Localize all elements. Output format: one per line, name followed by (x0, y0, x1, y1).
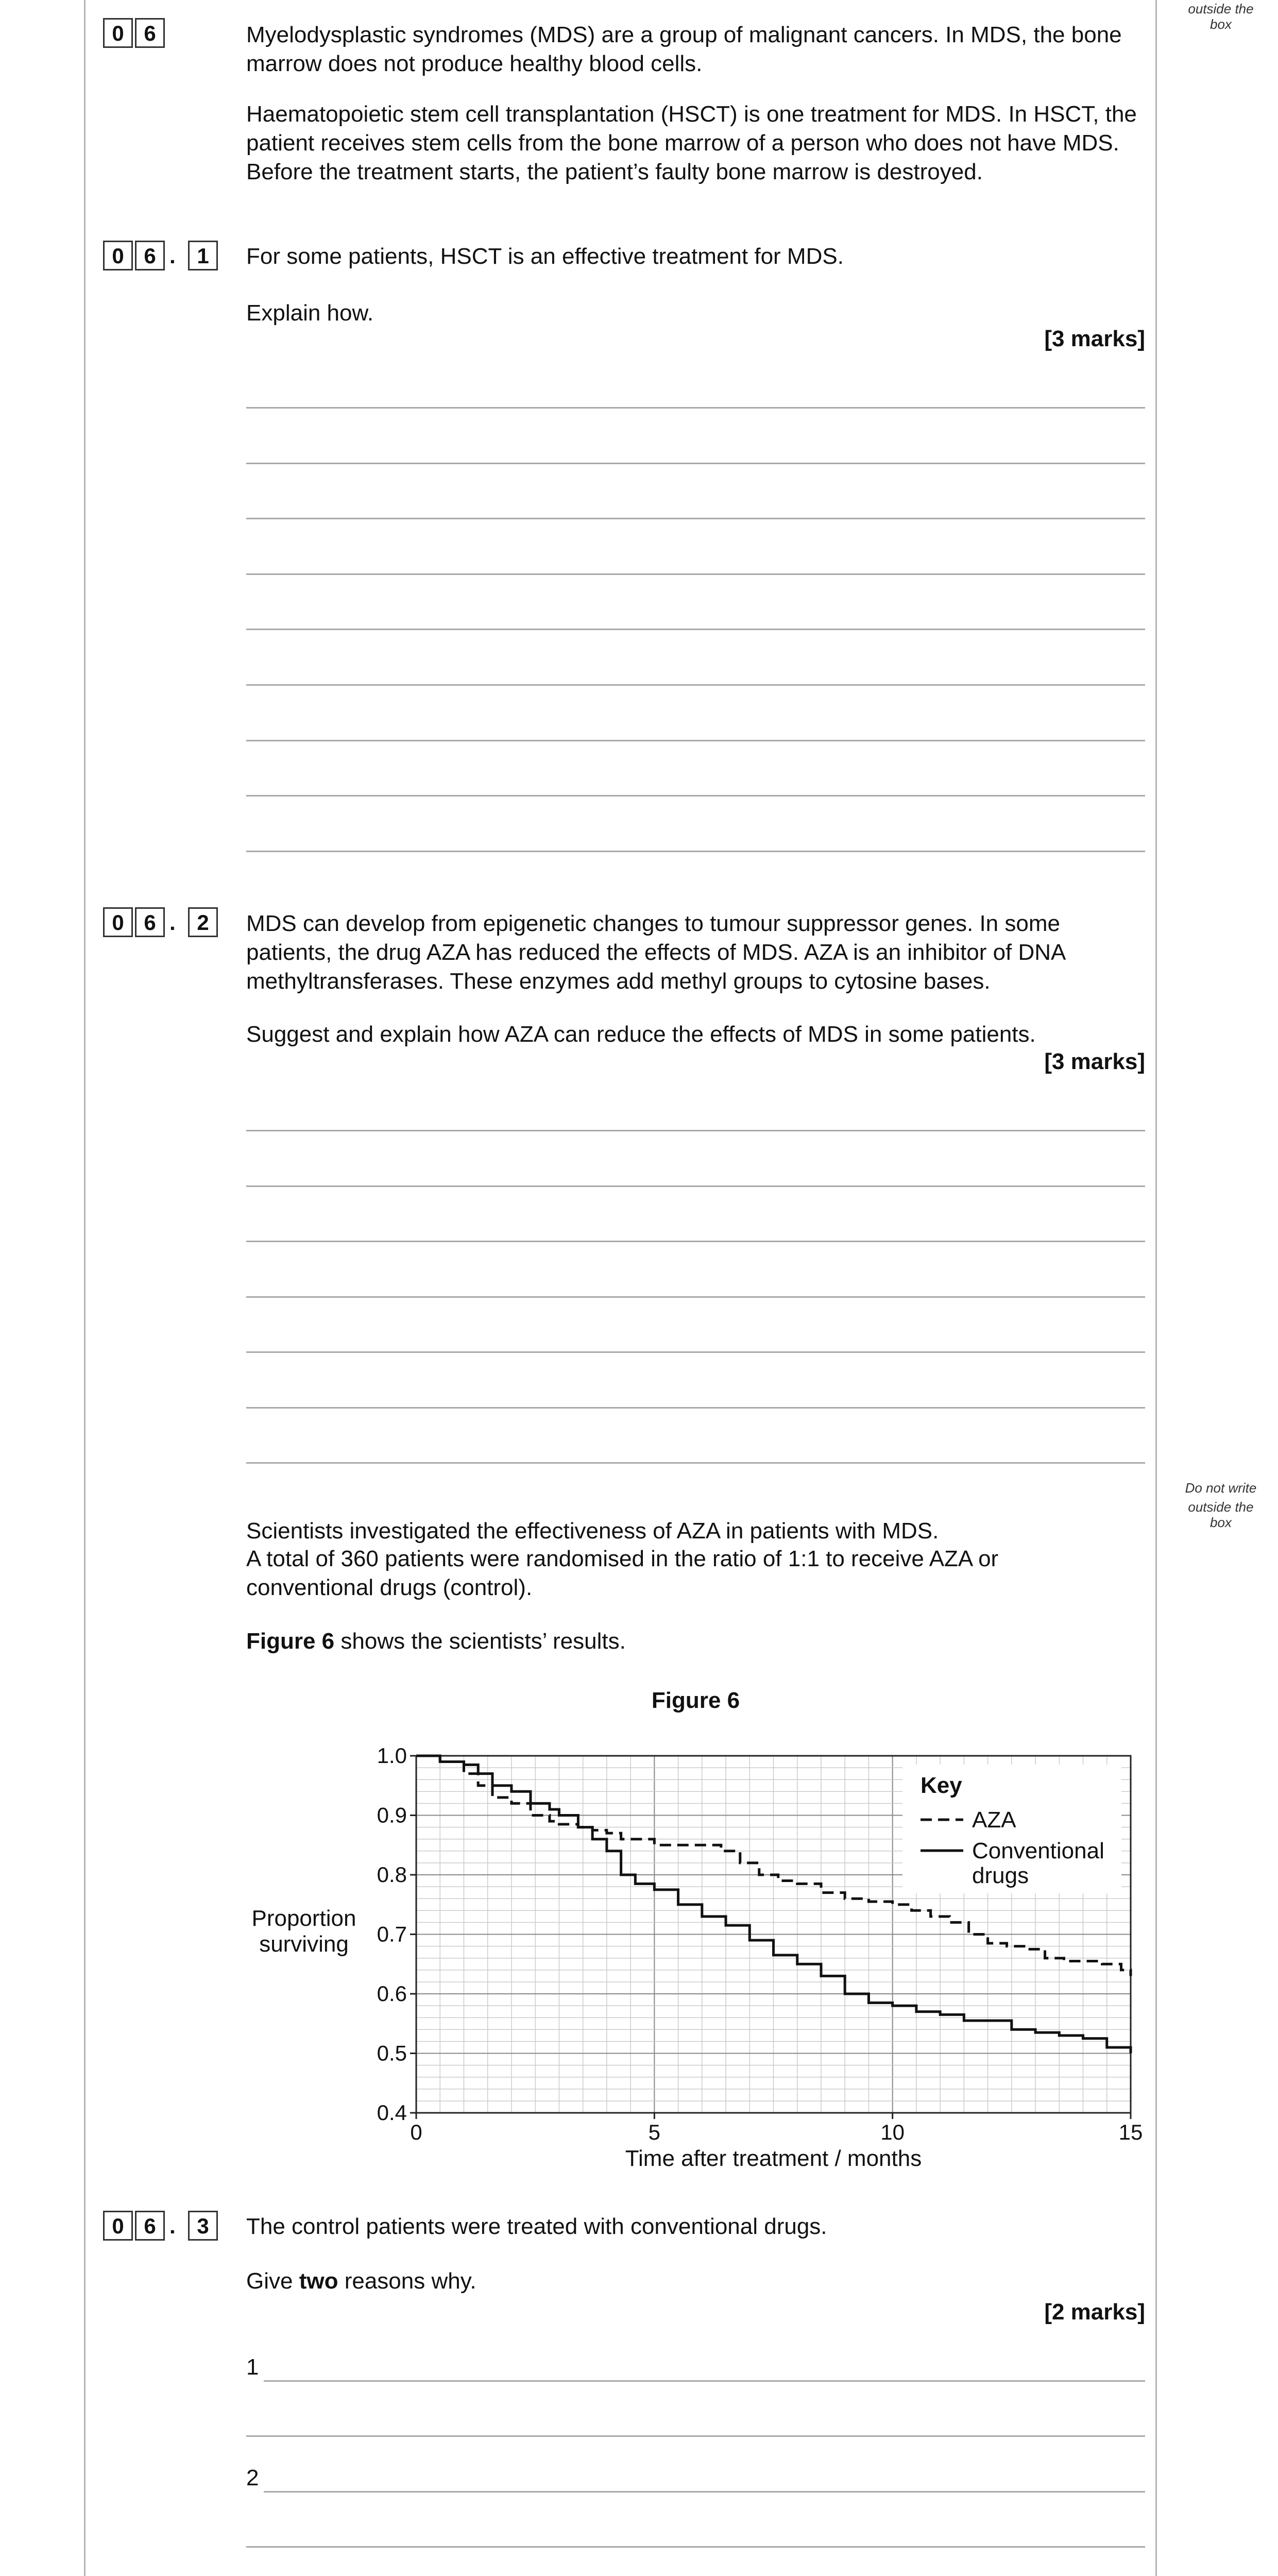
reason-2-line[interactable] (264, 2491, 1145, 2493)
q6-1-text: For some patients, HSCT is an effective treatment for MDS. (246, 244, 844, 269)
y-tick-label: 0.4 (377, 2100, 407, 2125)
q6-3-marks: [2 marks] (1044, 2299, 1145, 2325)
instr-pre: Give (246, 2268, 299, 2294)
instr-post: reasons why. (338, 2268, 476, 2294)
q6-intro-p2: Haematopoietic stem cell transplantation (HSCT) is one treatment for MDS. In HSCT, the patient receives stem cells from the bone marrow of a person who does not have MDS. Before the treatment starts, the patient’s faulty bone marrow is destroyed. (246, 101, 1137, 184)
x-tick-label: 15 (1118, 2120, 1143, 2144)
x-axis-label: Time after treatment / months (625, 2146, 922, 2171)
qnum-digit: 6 (135, 18, 165, 48)
qnum-digit: 0 (103, 241, 133, 270)
y-tick-label: 0.7 (377, 1922, 407, 1946)
figure-ref-bold: Figure 6 (246, 1629, 335, 1654)
q6-3-text: The control patients were treated with conventional drugs. (246, 2214, 827, 2239)
qnum-dot: . (169, 910, 176, 935)
legend-label-line: Conventional (972, 1838, 1104, 1863)
q6-1-marks: [3 marks] (1044, 326, 1145, 351)
q6-3-instruction (246, 2267, 1145, 2296)
q6-intro-p1: Myelodysplastic syndromes (MDS) are a group of malignant cancers. In MDS, the bone marrow does not produce healthy blood cells. (246, 22, 1122, 76)
reason-1-line-2[interactable] (246, 2435, 1145, 2437)
q6-2-instruction: Suggest and explain how AZA can reduce the effects of MDS in some patients. (246, 1022, 1036, 1047)
qnum-digit: 1 (188, 241, 218, 270)
figure-ref-rest: shows the scientists’ results. (334, 1629, 626, 1654)
qnum-digit: 2 (188, 907, 218, 937)
study-p1: Scientists investigated the effectiveness of AZA in patients with MDS. (246, 1518, 939, 1544)
chart-legend (902, 1765, 1121, 1893)
instr-bold: two (299, 2268, 338, 2294)
q6-2-text: MDS can develop from epigenetic changes to tumour suppressor genes. In some patients, the drug AZA has reduced the effects of MDS. AZA is an inhibitor of DNA methyltransferases. These enzymes add methyl groups to cytosine bases. (246, 911, 1065, 994)
y-tick-label: 0.9 (377, 1803, 407, 1827)
y-axis-label (251, 1906, 356, 1957)
legend-label-line: drugs (972, 1863, 1029, 1888)
legend-label-aza: AZA (972, 1807, 1016, 1833)
y-tick-label: 0.6 (377, 1981, 407, 2006)
y-tick-label: 1.0 (377, 1743, 407, 1768)
qnum-digit: 6 (135, 2211, 165, 2241)
q6-1-instruction: Explain how. (246, 300, 374, 326)
margin-note-top: outside the box (1188, 1, 1254, 32)
reason-2-label: 2 (246, 2465, 259, 2490)
qnum-digit: 0 (103, 2211, 133, 2241)
qnum-digit: 0 (103, 907, 133, 937)
q6-2-marks: [3 marks] (1044, 1049, 1145, 1074)
qnum-digit: 6 (135, 907, 165, 937)
x-tick-label: 5 (648, 2120, 661, 2144)
qnum-dot: . (169, 244, 176, 268)
y-tick-label: 0.5 (377, 2041, 407, 2065)
study-p2: A total of 360 patients were randomised in the ratio of 1:1 to receive AZA or conventional drugs (control). (246, 1546, 999, 1600)
qnum-digit: 3 (188, 2211, 218, 2241)
qnum-digit: 0 (103, 18, 133, 48)
margin-note-mid-cut: Do not write (1185, 1480, 1257, 1496)
qnum-dot: . (169, 2214, 176, 2238)
y-axis-label-line: Proportion (251, 1906, 356, 1931)
reason-2-line-2[interactable] (246, 2546, 1145, 2548)
qnum-digit: 6 (135, 241, 165, 270)
y-tick-label: 0.8 (377, 1862, 407, 1887)
reason-1-line[interactable] (264, 2380, 1145, 2382)
reason-1-label: 1 (246, 2354, 259, 2380)
y-axis-label-line: surviving (259, 1931, 349, 1957)
x-tick-label: 0 (410, 2120, 422, 2144)
x-tick-label: 10 (880, 2120, 905, 2144)
margin-note-mid: outside the box (1188, 1499, 1254, 1530)
legend-title: Key (921, 1773, 962, 1798)
chart-title: Figure 6 (651, 1688, 740, 1713)
